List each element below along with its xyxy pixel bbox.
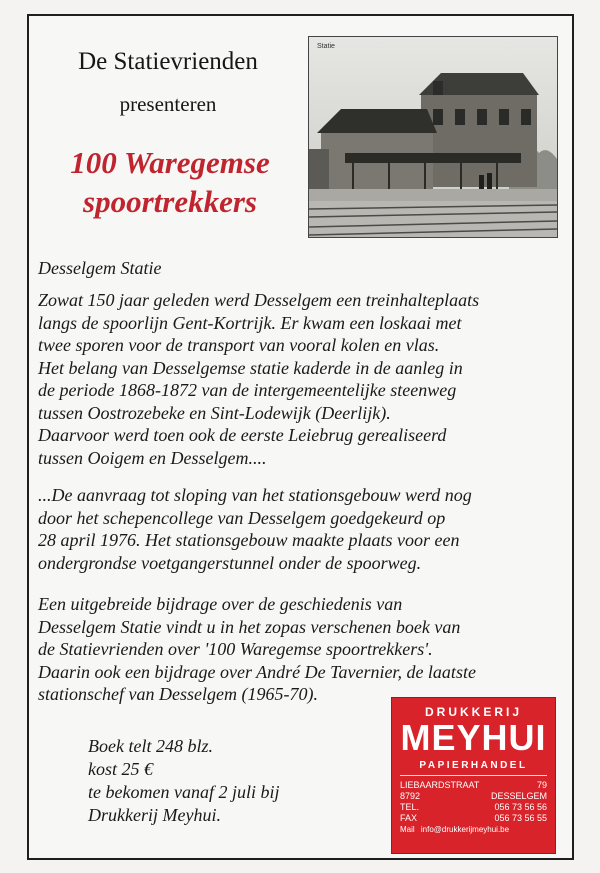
ad-fax-label: FAX [400,813,418,823]
station-photo [308,36,558,238]
paragraph-line: ondergrondse voetgangerstunnel onder de spoorweg. [38,552,422,573]
ad-tel-row [400,802,547,812]
ad-city: DESSELGEM [490,791,547,801]
paragraph-line: Het belang van Desselgemse statie kaderde in de aanleg in [38,357,463,378]
ad-mail-label: Mail [400,825,415,834]
book-title-line-2: spoortrekkers [83,184,257,219]
ad-brand-name: MEYHUI [400,717,547,758]
book-info-line: kost 25 € [88,759,153,779]
paragraph-line: twee sporen voor de transport van vooral kolen en vlas. [38,335,440,355]
paragraph-line: ...De aanvraag tot sloping van het stationsgebouw werd nog [38,485,472,505]
presenter-name: De Statievrienden [78,48,258,75]
photo-caption: Statie [317,43,335,50]
ad-fax-number: 056 73 56 55 [494,813,547,823]
paragraph-line: de Statievrienden over '100 Waregemse spoortrekkers'. [38,639,433,659]
book-info-line: Drukkerij Meyhui. [88,805,221,825]
paragraph-demolition [38,484,472,574]
paragraph-line: Daarvoor werd toen ook de eerste Leiebrug gerealiseerd [38,425,447,445]
ad-top-label: DRUKKERIJ [424,705,522,719]
ad-postcode: 8792 [400,791,421,801]
presenter-verb: presenteren [119,92,217,116]
book-info-line: Boek telt 248 blz. [88,736,213,756]
paragraph-line: tussen Ooigem en Desselgem.... [38,447,267,468]
paragraph-line: door het schepencollege van Desselgem goedgekeurd op [38,507,446,528]
ad-address-row [400,780,547,790]
section-heading [38,257,161,280]
paragraph-line: Een uitgebreide bijdrage over de geschiedenis van [38,594,403,614]
paragraph-book [38,593,476,706]
ad-house-number: 79 [536,780,547,790]
paragraph-line: Daarin ook een bijdrage over André De Tavernier, de laatste [38,661,476,682]
book-info [88,735,279,827]
ad-mail-row [400,825,547,835]
station-illustration [309,37,557,237]
ad-tel-number: 056 73 56 56 [494,802,547,812]
book-title [40,143,300,221]
ad-city-row [400,791,547,801]
paragraph-line: Desselgem Statie vindt u in het zopas verschenen boek van [38,616,461,637]
paragraph-line: Zowat 150 jaar geleden werd Desselgem een treinhalteplaats [38,290,480,310]
ad-tel-label: TEL. [400,802,420,812]
paragraph-line: tussen Oostrozebeke en Sint-Lodewijk (Deerlijk). [38,402,391,423]
ad-fax-row [400,813,547,823]
printer-advertisement [391,697,556,854]
section-heading-text: Desselgem Statie [38,258,162,278]
book-title-line-1: 100 Waregemse [70,145,270,180]
paragraph-line: langs de spoorlijn Gent-Kortrijk. Er kwam een loskaai met [38,312,462,333]
ad-subtitle: PAPIERHANDEL [419,760,528,771]
paragraph-line: 28 april 1976. Het stationsgebouw maakte plaats voor een [38,530,460,550]
ad-divider [400,775,547,776]
ad-mail-address[interactable]: info@drukkerijmeyhui.be [420,825,510,834]
paragraph-line: de periode 1868-1872 van de intergemeentelijke steenweg [38,380,457,400]
paragraph-line: stationschef van Desselgem (1965-70). [38,684,318,704]
ad-street: LIEBAARDSTRAAT [400,780,480,790]
book-info-line: te bekomen vanaf 2 juli bij [88,782,280,802]
paragraph-history [38,289,479,469]
